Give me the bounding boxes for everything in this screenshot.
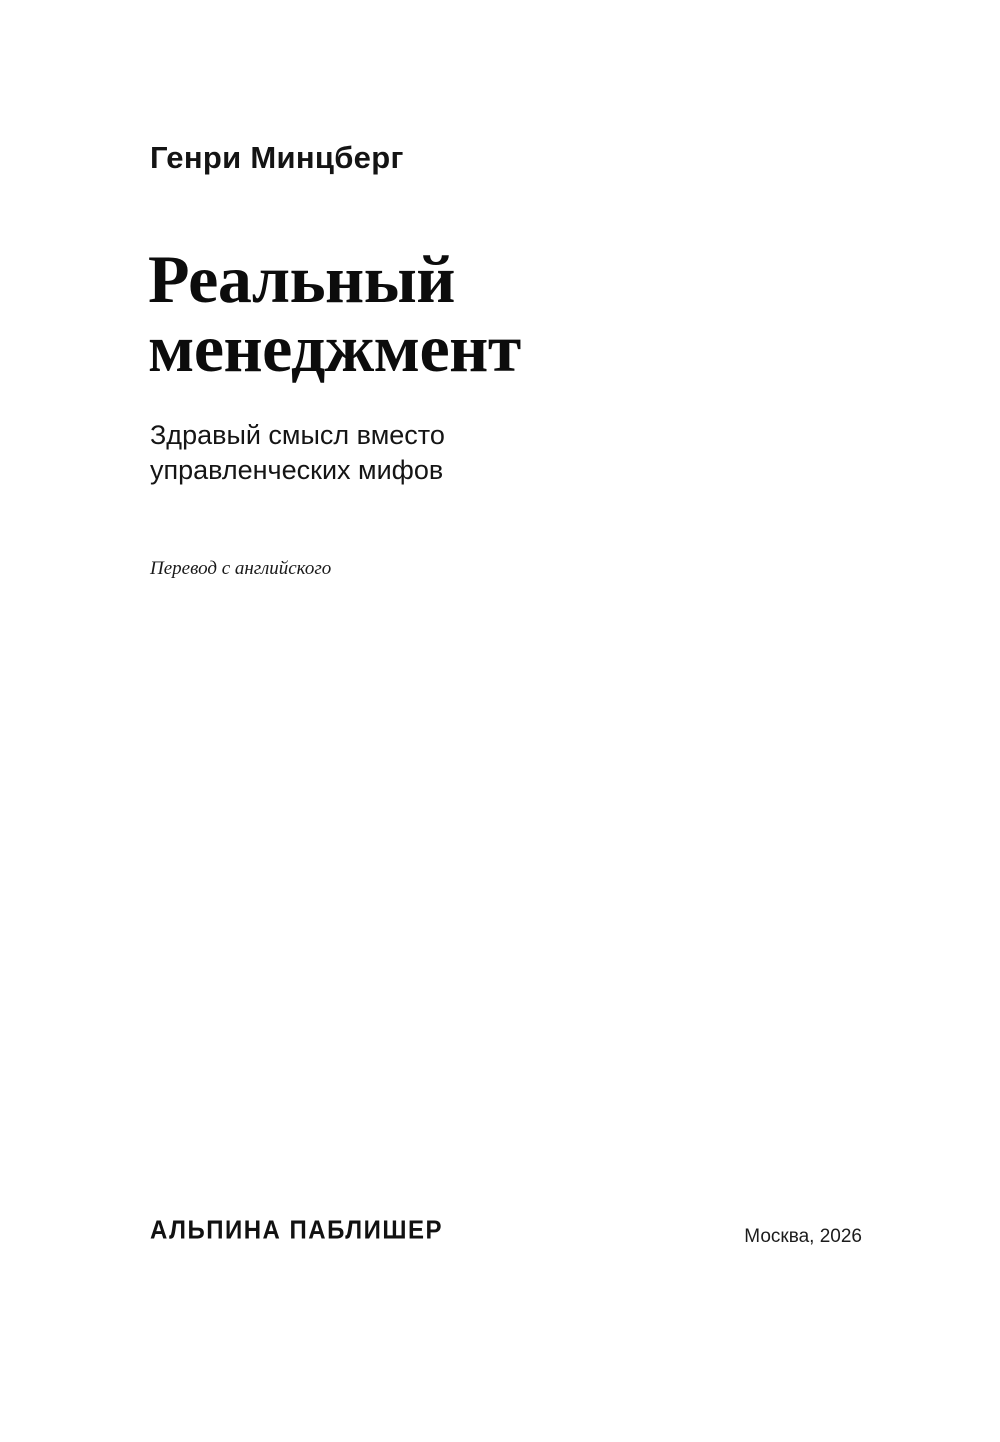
book-title — [148, 241, 788, 387]
publisher-name: АЛЬПИНА ПАБЛИШЕР — [150, 1215, 444, 1245]
book-subtitle-line-1: Здравый смысл вместо — [150, 420, 445, 450]
book-title-line-1: Реальный — [148, 241, 455, 317]
author-name: Генри Минцберг — [150, 140, 404, 175]
book-subtitle — [150, 418, 670, 487]
place-and-year: Москва, 2026 — [744, 1226, 862, 1247]
book-subtitle-line-2: управленческих мифов — [150, 454, 444, 485]
book-title-line-2: менеджмент — [148, 310, 521, 387]
translation-note: Перевод с английского — [150, 558, 332, 579]
